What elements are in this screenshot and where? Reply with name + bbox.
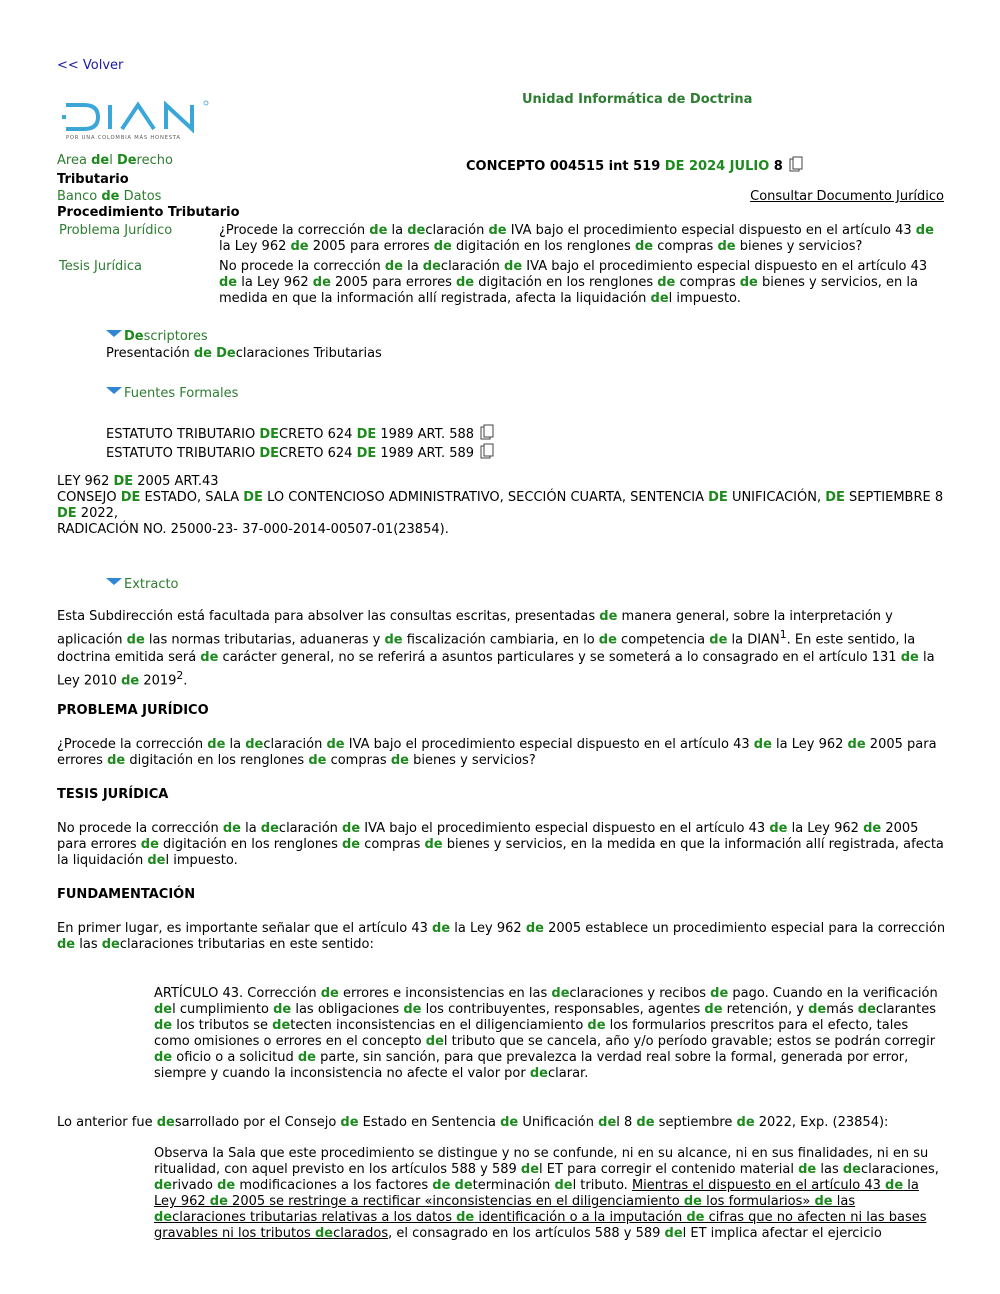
sources-heading[interactable]: Fuentes Formales xyxy=(106,386,238,402)
copy-icon[interactable] xyxy=(480,443,494,464)
ruling-intro: Lo anterior fue desarrollado por el Consejo de Estado en Sentencia de Unificación del 8 de septiembre de 2022, Exp. (23854): xyxy=(57,1115,889,1130)
consult-document-link[interactable]: Consultar Documento Jurídico xyxy=(750,189,944,204)
copy-icon[interactable] xyxy=(789,156,803,177)
dian-logo xyxy=(60,98,220,144)
area-label: Area del Derecho xyxy=(57,153,173,168)
logo-tagline: POR UNA COLOMBIA MÁS HONESTA xyxy=(66,135,181,141)
problem-text: ¿Procede la corrección de la declaración de IVA bajo el procedimiento especial dispuesto en el artículo 43 de la Ley 962 de 2005 para errores de digitación en los renglones de compras de bienes y servicios? xyxy=(219,223,934,254)
extract-intro: Esta Subdirección está facultada para absolver las consultas escritas, presentadas de manera general, sobre la interpretación y aplicación de las normas tributarias, aduaneras y de fiscalización cambiaria, en lo de competencia de la DIAN$^1$. En este sentido, la doctrina emitida será de carácter general, no se referirá a asuntos particulares y se someterá a lo consagrado en el artículo 131 de la Ley 2010 de 2019$^2$. xyxy=(57,609,935,689)
concept-title: CONCEPTO 004515 int 519 DE 2024 JULIO 8 xyxy=(466,156,803,177)
thesis-heading: TESIS JURÍDICA xyxy=(57,787,169,802)
problem-heading: PROBLEMA JURÍDICO xyxy=(57,703,209,718)
descriptor-item: Presentación de Declaraciones Tributarias xyxy=(106,346,382,361)
article-quote: ARTÍCULO 43. Corrección de errores e inconsistencias en las declaraciones y recibos de pago. Cuando en la verificación del cumplimiento de las obligaciones de los contribuyentes, responsables, agentes de retención, y demás declarantes de los tributos se detecten inconsistencias en el diligenciamiento de los formularios prescritos para el efecto, tales como omisiones o errores en el concepto del tributo que se cancela, año y/o período gravable; estos se podrán corregir de oficio o a solicitud de parte, sin sanción, para que prevalezca la verdad real sobre la formal, generada por error, siempre y cuando la inconsistencia no afecte el valor por declarar. xyxy=(154,986,938,1081)
ruling-quote: Observa la Sala que este procedimiento se distingue y no se confunde, ni en su alcance, ni en sus finalidades, ni en su ritualidad, con aquel previsto en los artículos 588 y 589 del ET para corregir el contenido material de las declaraciones, derivado de modificaciones a los factores de determinación del tributo. Mientras el dispuesto en el artículo 43 de la Ley 962 de 2005 se restringe a rectificar «inconsistencias en el diligenciamiento de los formularios» de las declaraciones tributarias relativas a los datos de identificación o a la imputación de cifras que no afecten ni las bases gravables ni los tributos declarados, el consagrado en los artículos 588 y 589 del ET implica afectar el ejercicio xyxy=(154,1146,939,1241)
descriptors-heading[interactable]: Descriptores xyxy=(106,329,208,345)
source-extra: LEY 962 DE 2005 ART.43 CONSEJO DE ESTADO, SALA DE LO CONTENCIOSO ADMINISTRATIVO, SECCIÓN CUARTA, SENTENCIA DE UNIFICACIÓN, DE SEPTIEMBRE 8 DE 2022, RADICACIÓN NO. 25000-23- 37-000-2014-00507-01(23854). xyxy=(57,474,944,537)
thesis-paragraph: No procede la corrección de la declaración de IVA bajo el procedimiento especial dispuesto en el artículo 43 de la Ley 962 de 2005 para errores de digitación en los renglones de compras de bienes y servicios, en la medida en que la información allí registrada, afecta la liquidación del impuesto. xyxy=(57,821,944,868)
basis-paragraph: En primer lugar, es importante señalar que el artículo 43 de la Ley 962 de 2005 establece un procedimiento especial para la corrección de las declaraciones tributarias en este sentido: xyxy=(57,921,946,952)
expand-triangle-icon[interactable] xyxy=(106,387,122,394)
basis-heading: FUNDAMENTACIÓN xyxy=(57,887,196,902)
extract-heading[interactable]: Extracto xyxy=(106,577,179,593)
problem-paragraph: ¿Procede la corrección de la declaración de IVA bajo el procedimiento especial dispuesto en el artículo 43 de la Ley 962 de 2005 para errores de digitación en los renglones de compras de bienes y servicios? xyxy=(57,737,937,768)
thesis-label: Tesis Jurídica xyxy=(59,259,143,274)
bank-label: Banco de Datos xyxy=(57,189,162,204)
unit-title: Unidad Informática de Doctrina xyxy=(522,92,753,107)
area-value: Tributario xyxy=(57,172,129,187)
bank-value: Procedimiento Tributario xyxy=(57,205,240,220)
problem-label: Problema Jurídico xyxy=(59,223,173,238)
expand-triangle-icon[interactable] xyxy=(106,578,122,585)
expand-triangle-icon[interactable] xyxy=(106,330,122,337)
source-item: ESTATUTO TRIBUTARIO DECRETO 624 DE 1989 ART. 588 xyxy=(106,424,494,445)
back-link[interactable]: << Volver xyxy=(57,58,124,73)
source-item: ESTATUTO TRIBUTARIO DECRETO 624 DE 1989 ART. 589 xyxy=(106,443,494,464)
thesis-text: No procede la corrección de la declaración de IVA bajo el procedimiento especial dispuesto en el artículo 43 de la Ley 962 de 2005 para errores de digitación en los renglones de compras de bienes y servicios, en la medida en que la información allí registrada, afecta la liquidación del impuesto. xyxy=(219,259,928,306)
copy-icon[interactable] xyxy=(480,424,494,445)
dian-logo-image xyxy=(60,98,220,144)
